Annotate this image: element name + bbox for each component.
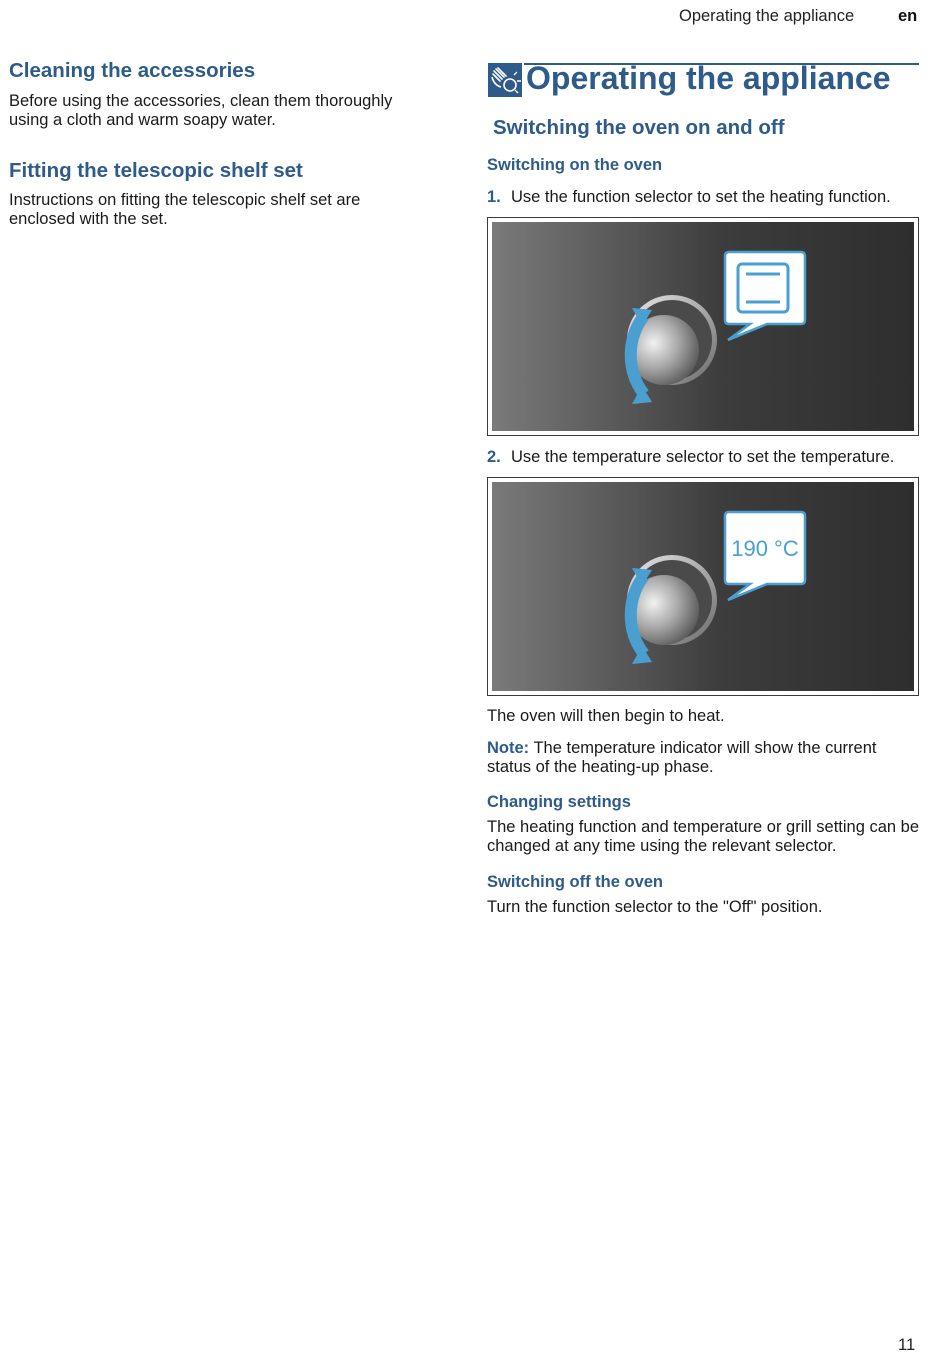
subheading-switching-on: Switching on the oven — [487, 156, 663, 174]
heading-telescopic-shelf: Fitting the telescopic shelf set — [9, 159, 303, 182]
temperature-display: 190 °C — [731, 536, 799, 561]
hand-knob-icon — [488, 63, 522, 97]
step-1 — [487, 188, 927, 207]
chapter-title: Operating the appliance — [526, 60, 891, 96]
note — [487, 739, 919, 777]
text-changing-settings: The heating function and temperature or grill setting can be changed at any time using the relevant selector. — [487, 818, 920, 855]
step-2 — [487, 448, 927, 467]
figure-temperature-selector — [487, 477, 919, 696]
step-text: Use the temperature selector to set the temperature. — [511, 448, 895, 466]
text-switching-off: Turn the function selector to the "Off" position. — [487, 898, 823, 916]
step-number: 2. — [487, 448, 501, 466]
note-text: The temperature indicator will show the current status of the heating-up phase. — [487, 739, 877, 776]
subheading-switching-off: Switching off the oven — [487, 873, 663, 891]
figure-function-selector — [487, 217, 919, 436]
language-code: en — [898, 7, 918, 25]
subheading-changing-settings: Changing settings — [487, 793, 631, 811]
page-number: 11 — [898, 1336, 916, 1354]
step-number: 1. — [487, 188, 501, 206]
step-text: Use the function selector to set the heating function. — [511, 188, 891, 206]
text-begin-to-heat: The oven will then begin to heat. — [487, 707, 725, 725]
note-label: Note: — [487, 739, 530, 757]
running-title: Operating the appliance — [679, 7, 855, 25]
section-heading-switching: Switching the oven on and off — [493, 116, 785, 139]
text-cleaning-accessories: Before using the accessories, clean them thoroughly using a cloth and warm soapy water. — [9, 92, 393, 129]
text-telescopic-shelf: Instructions on fitting the telescopic shelf set are enclosed with the set. — [9, 191, 361, 228]
heading-cleaning-accessories: Cleaning the accessories — [9, 59, 256, 82]
